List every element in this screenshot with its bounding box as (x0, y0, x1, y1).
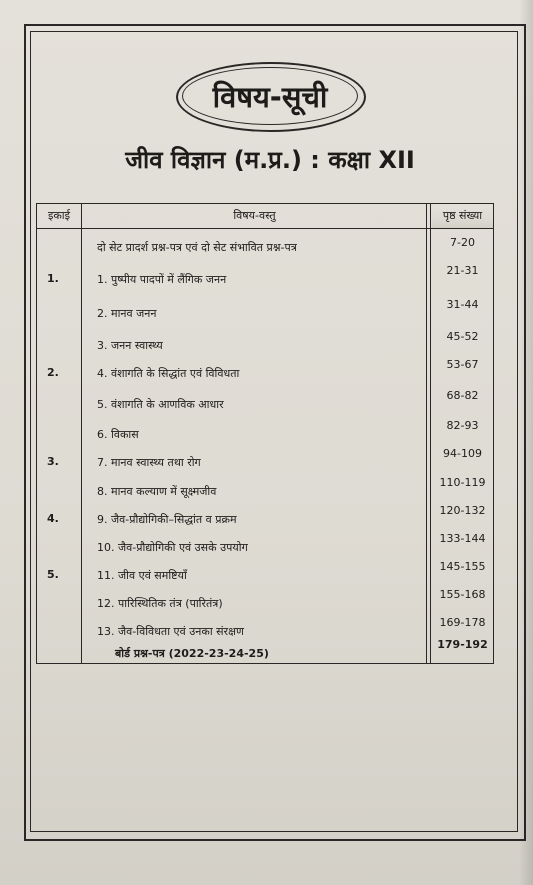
page-range: 21-31 (446, 264, 479, 277)
page-range: 7-20 (450, 236, 475, 249)
topic-title: 7. मानव स्वास्थ्य तथा रोग (97, 456, 201, 469)
topic-title: 10. जैव-प्रौद्योगिकी एवं उसके उपयोग (97, 541, 248, 554)
page-range: 133-144 (439, 532, 486, 545)
topic-title: 13. जैव-विविधता एवं उनका संरक्षण (97, 625, 244, 638)
page-range: 169-178 (439, 616, 486, 629)
topic-title: 12. पारिस्थितिक तंत्र (पारितंत्र) (97, 597, 223, 610)
table-row (37, 560, 493, 590)
page-range: 179-192 (437, 638, 488, 651)
topic-title: 6. विकास (97, 428, 139, 441)
table-row (37, 389, 493, 419)
table-row (37, 638, 493, 668)
table-row (37, 236, 493, 266)
subject-heading: जीव विज्ञान (म.प्र.) : कक्षा XII (125, 145, 415, 174)
page-range: 145-155 (439, 560, 486, 573)
unit-number: 1. (47, 272, 59, 285)
table-row (37, 264, 493, 294)
table-row (37, 358, 493, 388)
topic-title: 3. जनन स्वास्थ्य (97, 339, 163, 352)
topic-title: 9. जैव-प्रौद्योगिकी–सिद्धांत व प्रक्रम (97, 513, 237, 526)
table-row (37, 532, 493, 562)
topic-title: 5. वंशागति के आणविक आधार (97, 398, 224, 411)
topic-title: दो सेट प्रादर्श प्रश्न-पत्र एवं दो सेट संभावित प्रश्न-पत्र (97, 241, 297, 254)
page-range: 53-67 (446, 358, 479, 371)
unit-number: 4. (47, 512, 59, 525)
page-range: 68-82 (446, 389, 479, 402)
page-range: 110-119 (439, 476, 486, 489)
page-range: 31-44 (446, 298, 479, 311)
table-row (37, 588, 493, 618)
table-row (37, 419, 493, 449)
table-row (37, 330, 493, 360)
topic-title: 1. पुष्पीय पादपों में लैंगिक जनन (97, 273, 227, 286)
page-range: 82-93 (446, 419, 479, 432)
page-title: विषय-सूची (182, 67, 358, 125)
header-divider (37, 228, 493, 229)
topic-title: 11. जीव एवं समष्टियाँ (97, 569, 187, 582)
topic-title: 2. मानव जनन (97, 307, 157, 320)
table-row (37, 504, 493, 534)
page-edge-shadow (519, 0, 533, 885)
topic-title: 8. मानव कल्याण में सूक्ष्मजीव (97, 485, 217, 498)
header-topic: विषय-वस्तु (233, 209, 276, 222)
page-range: 155-168 (439, 588, 486, 601)
unit-number: 5. (47, 568, 59, 581)
table-row (37, 298, 493, 328)
table-row (37, 447, 493, 477)
page-range: 94-109 (443, 447, 482, 460)
header-page: पृष्ठ संख्या (432, 204, 493, 228)
page-range: 120-132 (439, 504, 486, 517)
table-row (37, 476, 493, 506)
page-range: 45-52 (446, 330, 479, 343)
contents-table (36, 203, 494, 664)
unit-number: 3. (47, 455, 59, 468)
topic-title: बोर्ड प्रश्न-पत्र (2022-23-24-25) (115, 647, 269, 660)
header-unit: इकाई (47, 209, 71, 222)
unit-number: 2. (47, 366, 59, 379)
topic-title: 4. वंशागति के सिद्धांत एवं विविधता (97, 367, 240, 380)
